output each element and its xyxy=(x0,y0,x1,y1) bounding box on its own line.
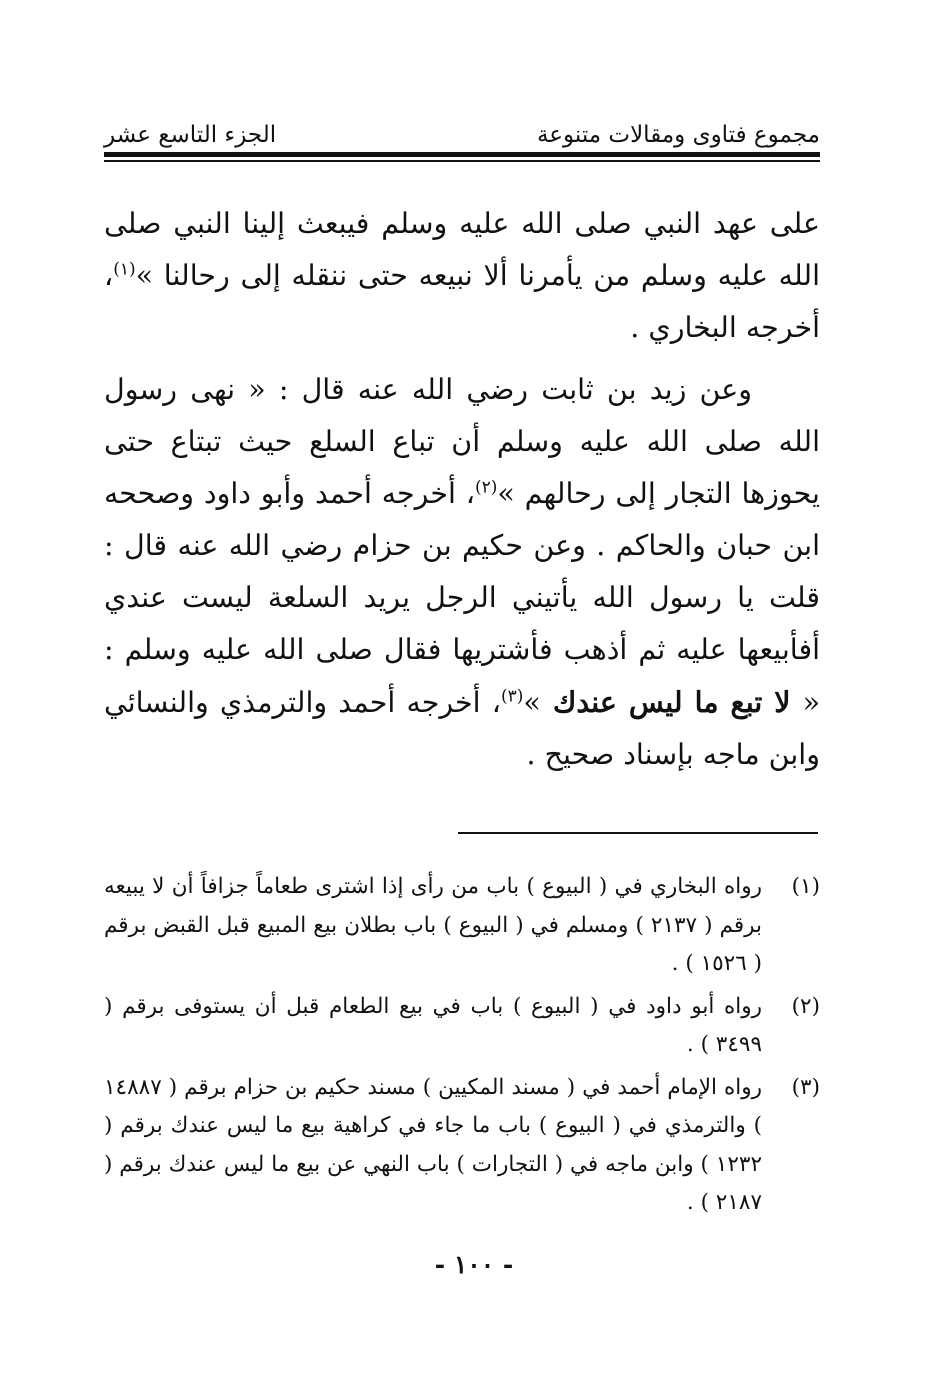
footnote-3 xyxy=(104,1069,820,1223)
page-number: - ١٠٠ - xyxy=(434,1250,514,1279)
footnote-ref-3: (٣) xyxy=(500,686,524,707)
paragraph-1-tail: ، أخرجه البخاري . xyxy=(104,259,820,344)
footnote-number: (٢) xyxy=(791,993,820,1019)
paragraph-1-text: على عهد النبي صلى الله عليه وسلم فيبعث إلينا النبي صلى الله عليه وسلم من يأمرنا ألا نبيعه حتى ننقله إلى رحالنا » xyxy=(104,207,820,292)
footnote-separator xyxy=(458,832,818,834)
paragraph-2-seg2: ، أخرجه أحمد وأبو داود وصححه ابن حبان والحاكم . وعن حكيم بن حزام رضي الله عنه قال : قلت يا رسول الله يأتيني الرجل يريد السلعة ليست عندي أفأبيعها عليه ثم أذهب فأشتريها فقال صلى الله عليه وسلم : « xyxy=(104,477,820,719)
footnotes xyxy=(104,868,820,1227)
paragraph-2-seg1: وعن زيد بن ثابت رضي الله عنه قال : « نهى رسول الله صلى الله عليه وسلم أن تباع السلع حيث تبتاع حتى يحوزها التجار إلى رحالهم » xyxy=(104,373,820,510)
paragraph-1 xyxy=(104,198,820,354)
footnote-1 xyxy=(104,868,820,984)
footnote-number: (٣) xyxy=(791,1074,820,1100)
footnote-number: (١) xyxy=(791,874,820,899)
footnote-text: رواه البخاري في ( البيوع ) باب من رأى إذا اشترى طعاماً جزافاً أن لا يبيعه برقم ( ٢١٣٧ ) ومسلم في ( البيوع ) باب بطلان بيع المبيع قبل القبض برقم ( ١٥٢٦ ) . xyxy=(104,874,763,976)
footnote-text: رواه الإمام أحمد في ( مسند المكيين ) مسند حكيم بن حزام برقم ( ١٤٨٨٧ ) والترمذي في ( البيوع ) باب ما جاء في كراهية بيع ما ليس عندك برقم ( ١٢٣٢ ) وابن ماجه في ( التجارات ) باب النهي عن بيع ما ليس عندك برقم ( ٢١٨٧ ) . xyxy=(104,1074,762,1215)
paragraph-2-seg3: » xyxy=(523,686,541,719)
footnote-ref-2: (٢) xyxy=(474,477,498,498)
header-rule-thick xyxy=(104,152,820,157)
footnote-text: رواه أبو داود في ( البيوع ) باب في بيع الطعام قبل أن يستوفى برقم ( ٣٤٩٩ ) . xyxy=(104,993,762,1057)
header-rule-thin xyxy=(104,160,820,162)
paragraph-2 xyxy=(104,364,820,781)
footnote-ref-1: (١) xyxy=(113,259,136,280)
volume-label: الجزء التاسع عشر xyxy=(104,122,277,148)
paragraph-2-seg4: ، أخرجه أحمد والترمذي والنسائي وابن ماجه بإسناد صحيح . xyxy=(104,686,820,771)
running-header xyxy=(104,108,820,148)
main-text xyxy=(104,198,820,781)
book-title: مجموع فتاوى ومقالات متنوعة xyxy=(536,122,820,148)
hadith-quote-bold: لا تبع ما ليس عندك xyxy=(540,685,803,719)
footnote-2 xyxy=(104,988,820,1065)
